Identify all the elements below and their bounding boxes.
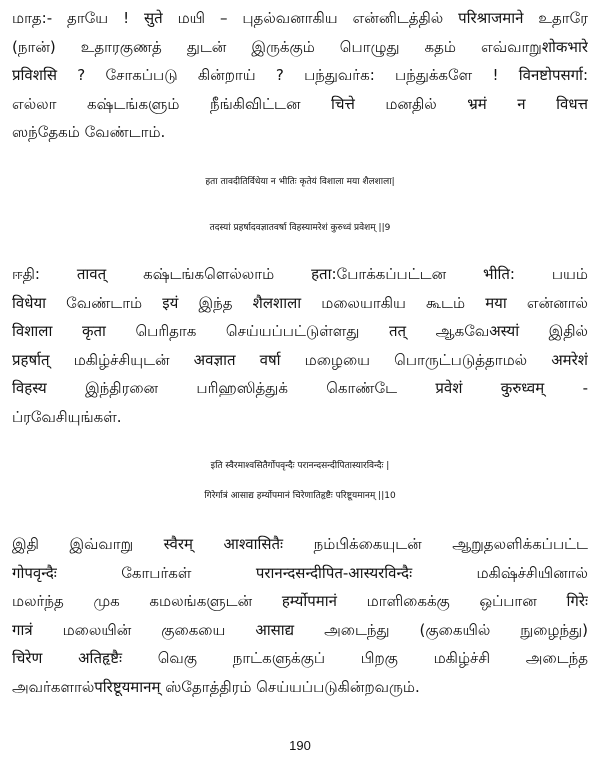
text-line: प्रहर्षात् மகிழ்ச்சியுடன் अवज्ञात वर्षा மழையை பொருட்படுத்தாமல் अमरेशं <box>12 350 588 369</box>
text-line: (நான்) உதாரகுணத் துடன் இருக்கும் பொழுது கதம் எவ்வாறுशोकभारे <box>12 37 588 56</box>
commentary-paragraph-2 <box>12 260 588 431</box>
sanskrit-verse-10-line-2: गिरेर्गात्रं आसाद्य हर्म्योपमानं चिरेणातिहृष्टैः परिष्टूयमानम् ||10 <box>204 491 396 501</box>
text-line: विधेया வேண்டாம் इयं இந்த शैलशाला மலையாகிய கூடம் मया என்னால் <box>12 293 588 312</box>
text-line: ஈதி: तावत् கஷ்டங்களெல்லாம் हता:போக்கப்பட்டன भीति: பயம் <box>12 265 588 283</box>
commentary-paragraph-3 <box>12 530 588 701</box>
text-line: இதி இவ்வாறு स्वैरम् आश्वासितैः நம்பிக்கையுடன் ஆறுதலளிக்கப்பட்ட <box>12 535 588 553</box>
sanskrit-verse-9-line-1: हता तावदीतिर्विधेया न भीतिः कृतेयं विशाला मया शैलशाला| <box>205 177 395 187</box>
page-number: 190 <box>289 738 311 753</box>
text-line: गोपवृन्दैः கோபர்கள் परानन्दसन्दीपित-आस्यरविन्दैः மகிஷ்ச்சியினால் <box>12 563 588 582</box>
text-line: चिरेण अतिहृष्टैः வெகு நாட்களுக்குப் பிறகு மகிழ்ச்சி அடைந்த <box>12 649 588 667</box>
text-line: विहस्य இந்திரனை பரிஹஸித்துக் கொண்டே प्रवेशं कुरुध्वम् - <box>12 379 588 397</box>
sanskrit-verse-9-line-2: तदस्यां प्रहर्षादवज्ञातवर्षा विहस्यामरेशं कुरुध्वं प्रवेशम् ||9 <box>209 223 391 233</box>
text-line: ஸந்தேகம் வேண்டாம். <box>12 123 166 141</box>
commentary-paragraph-1 <box>12 4 588 147</box>
text-line: विशाला कृता பெரிதாக செய்யப்பட்டுள்ளது तत् ஆகவேअस्यां இதில் <box>12 322 588 340</box>
text-line: எல்லா கஷ்டங்களும் நீங்கிவிட்டன चित्ते மனதில் भ्रमं न विधत्त <box>12 94 588 113</box>
text-line: மலர்ந்த முக கமலங்களுடன் हर्म्योपमानं மாளிகைக்கு ஒப்பான गिरेः <box>12 592 588 610</box>
text-line: மாத:- தாயே ! सुते மயி – புதல்வனாகிய என்னிடத்தில் परिश्राजमाने உதாரே <box>12 9 588 27</box>
text-line: प्रविशसि ? சோகப்படு கின்றாய் ? பந்துவர்க: பந்துக்களே ! विनष्टोपसर्गा: <box>12 66 588 84</box>
sanskrit-verse-10-line-1: इति स्वैरमाश्वसितैर्गोपवृन्दैः परानन्दसन्दीपितास्यारविन्दैः | <box>210 461 390 471</box>
text-line: गात्रं மலையின் குகையை आसाद्य அடைந்து (குகையில் நுழைந்து) <box>12 620 588 639</box>
text-line: ப்ரவேசியுங்கள். <box>12 407 122 426</box>
text-line: அவர்களால்परिष्टूयमानम् ஸ்தோத்திரம் செய்யப்படுகின்றவரும். <box>12 677 420 696</box>
